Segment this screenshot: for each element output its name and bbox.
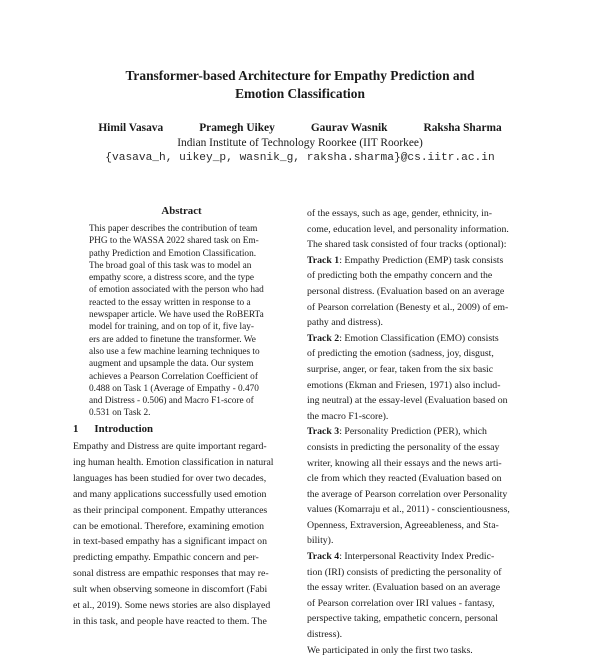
line-text: distress). <box>307 629 343 641</box>
paragraph-line: can be emotional. Therefore, examining emotion <box>73 520 265 532</box>
section-number: 1 <box>73 423 79 435</box>
line-text: pathy and distress). <box>307 317 383 329</box>
title-line: Transformer-based Architecture for Empathy Prediction and <box>125 68 475 83</box>
author-list <box>60 121 540 135</box>
line-text: of predicting the emotion (sadness, joy, disgust, <box>307 348 494 360</box>
paragraph-line <box>307 456 533 472</box>
line-text: : Emotion Classification (EMO) consists <box>339 332 499 344</box>
paragraph-line <box>307 518 533 534</box>
abstract-line: and Distress - 0.506) and Macro F1-score of <box>89 396 254 407</box>
paragraph-line: Empathy and Distress are quite important regard- <box>73 441 267 452</box>
line-text: The shared task consisted of four tracks (optional): <box>307 239 507 251</box>
paragraph-line <box>307 409 533 425</box>
track-label: Track 4 <box>307 551 340 563</box>
line-text: cle from which they reacted (Evaluation based on <box>307 473 502 485</box>
author-name: Raksha Sharma <box>423 122 502 134</box>
paragraph-line: in text-based empathy has a significant impact on <box>73 536 267 548</box>
line-text: consists in predicting the personality of the essay <box>307 441 500 453</box>
abstract-line: pathy Prediction and Emotion Classification. <box>89 248 257 259</box>
paragraph-line: ing human health. Emotion classification in natural <box>73 456 274 468</box>
paragraph-line <box>307 393 533 409</box>
paragraph-line <box>307 424 533 440</box>
paragraph-line: sult when observing someone in discomfort (Fabi <box>73 584 268 596</box>
abstract-line: ers are added to finetune the transformer. We <box>89 334 256 345</box>
section-heading-introduction <box>73 423 293 436</box>
line-text: of Pearson correlation over IRI values - fantasy, <box>307 597 495 609</box>
line-text: : Interpersonal Reactivity Index Predic- <box>339 551 495 563</box>
line-text: the average of Pearson correlation over Personality <box>307 488 508 500</box>
author-name: Gaurav Wasnik <box>310 122 388 134</box>
paragraph-line <box>307 284 533 300</box>
section-title: Introduction <box>94 423 154 435</box>
paragraph-line <box>307 471 533 487</box>
line-text: emotions (Ekman and Friesen, 1971) also includ- <box>307 379 501 391</box>
paragraph-line <box>307 611 533 627</box>
abstract-line: achieves a Pearson Correlation Coefficient of <box>89 371 258 382</box>
paragraph-line: sonal distress are empathic responses that may re- <box>73 568 269 580</box>
line-text: perspective taking, empathetic concern, personal <box>307 613 498 625</box>
abstract-line: model for training, and on top of it, five lay- <box>89 322 254 333</box>
track-label: Track 2 <box>307 332 340 344</box>
abstract-line: augment and upsample the data. Our system <box>89 359 254 370</box>
line-text: writer, knowing all their essays and the news arti- <box>307 457 502 469</box>
line-text: of predicting both the empathy concern and the <box>307 270 493 282</box>
line-text: of the essays, such as age, gender, ethnicity, in- <box>307 208 493 219</box>
paragraph-line <box>307 206 533 222</box>
line-text: surprise, anger, or fear, taken from the six basic <box>307 363 494 375</box>
line-text: : Personality Prediction (PER), which <box>339 426 487 438</box>
paragraph-line: in this task, and people have reacted to them. The <box>73 615 267 627</box>
line-text: bility). <box>307 535 334 547</box>
line-text: Openness, Extraversion, Agreeableness, and Sta- <box>307 519 499 531</box>
introduction-body <box>73 439 295 630</box>
track-label: Track 3 <box>307 426 340 438</box>
paragraph-line <box>307 300 533 316</box>
paragraph-line: as their principal component. Empathy utterances <box>73 504 268 516</box>
paragraph-line <box>307 315 533 331</box>
paragraph-line <box>307 253 533 269</box>
line-text: We participated in only the first two tasks. <box>307 644 473 656</box>
abstract-line: 0.531 on Task 2. <box>89 408 151 419</box>
paragraph-line <box>307 549 533 565</box>
paragraph-line: predicting empathy. Empathic concern and per- <box>73 552 259 564</box>
line-text: the macro F1-score). <box>307 410 389 422</box>
track-label: Track 1 <box>307 254 340 266</box>
title-line: Emotion Classification <box>235 86 365 101</box>
paragraph-line <box>307 627 533 643</box>
author-emails: {vasava_h, uikey_p, wasnik_g, raksha.sharma}@cs.iitr.ac.in <box>105 152 495 164</box>
abstract-line: The broad goal of this task was to model an <box>89 260 252 271</box>
abstract-line: This paper describes the contribution of team <box>89 224 258 234</box>
paragraph-line <box>307 643 533 658</box>
paragraph-line: et al., 2019). Some news stories are also displayed <box>73 600 271 612</box>
line-text: : Empathy Prediction (EMP) task consists <box>339 254 504 266</box>
paper-title <box>60 67 540 103</box>
abstract-line: newspaper article. We have used the RoBERTa <box>89 310 264 321</box>
paragraph-line <box>307 565 533 581</box>
line-text: values (Komarraju et al., 2011) - conscientiousness, <box>307 504 510 516</box>
abstract-heading: Abstract <box>161 205 202 217</box>
abstract-line: reacted to the essay written in response to a <box>89 297 251 308</box>
paragraph-line <box>307 362 533 378</box>
line-text: the essay writer. (Evaluation based on an average <box>307 582 501 594</box>
right-column-body <box>307 206 533 658</box>
paragraph-line <box>307 222 533 238</box>
line-text: personal distress. (Evaluation based on an average <box>307 285 505 297</box>
author-name: Pramegh Uikey <box>199 122 275 134</box>
paragraph-line <box>307 502 533 518</box>
abstract-line: of emotion associated with the person who had <box>89 285 264 296</box>
paragraph-line <box>307 268 533 284</box>
paragraph-line <box>307 487 533 503</box>
abstract-line: also use a few machine learning techniques to <box>89 346 260 357</box>
line-text: ing neutral) at the essay-level (Evaluation based on <box>307 395 508 407</box>
paragraph-line: and many applications successfully used emotion <box>73 488 267 500</box>
line-text: tion (IRI) consists of predicting the personality of <box>307 566 502 578</box>
paragraph-line <box>307 346 533 362</box>
paragraph-line: languages has been studied for over two decades, <box>73 472 267 484</box>
paragraph-line <box>307 378 533 394</box>
line-text: come, education level, and personality information. <box>307 223 509 235</box>
paragraph-line <box>307 331 533 347</box>
author-name: Himil Vasava <box>98 122 164 134</box>
paragraph-line <box>307 440 533 456</box>
paragraph-line <box>307 237 533 253</box>
affiliation: Indian Institute of Technology Roorkee (IIT Roorkee) <box>177 137 423 149</box>
abstract-body <box>89 223 274 420</box>
paragraph-line <box>307 580 533 596</box>
abstract-line: empathy score, a distress score, and the type <box>89 273 254 284</box>
paragraph-line <box>307 533 533 549</box>
abstract-line: PHG to the WASSA 2022 shared task on Em- <box>89 236 259 247</box>
abstract-line: 0.488 on Task 1 (Average of Empathy - 0.470 <box>89 383 259 394</box>
line-text: of Pearson correlation (Benesty et al., 2009) of em- <box>307 301 509 313</box>
paragraph-line <box>307 596 533 612</box>
